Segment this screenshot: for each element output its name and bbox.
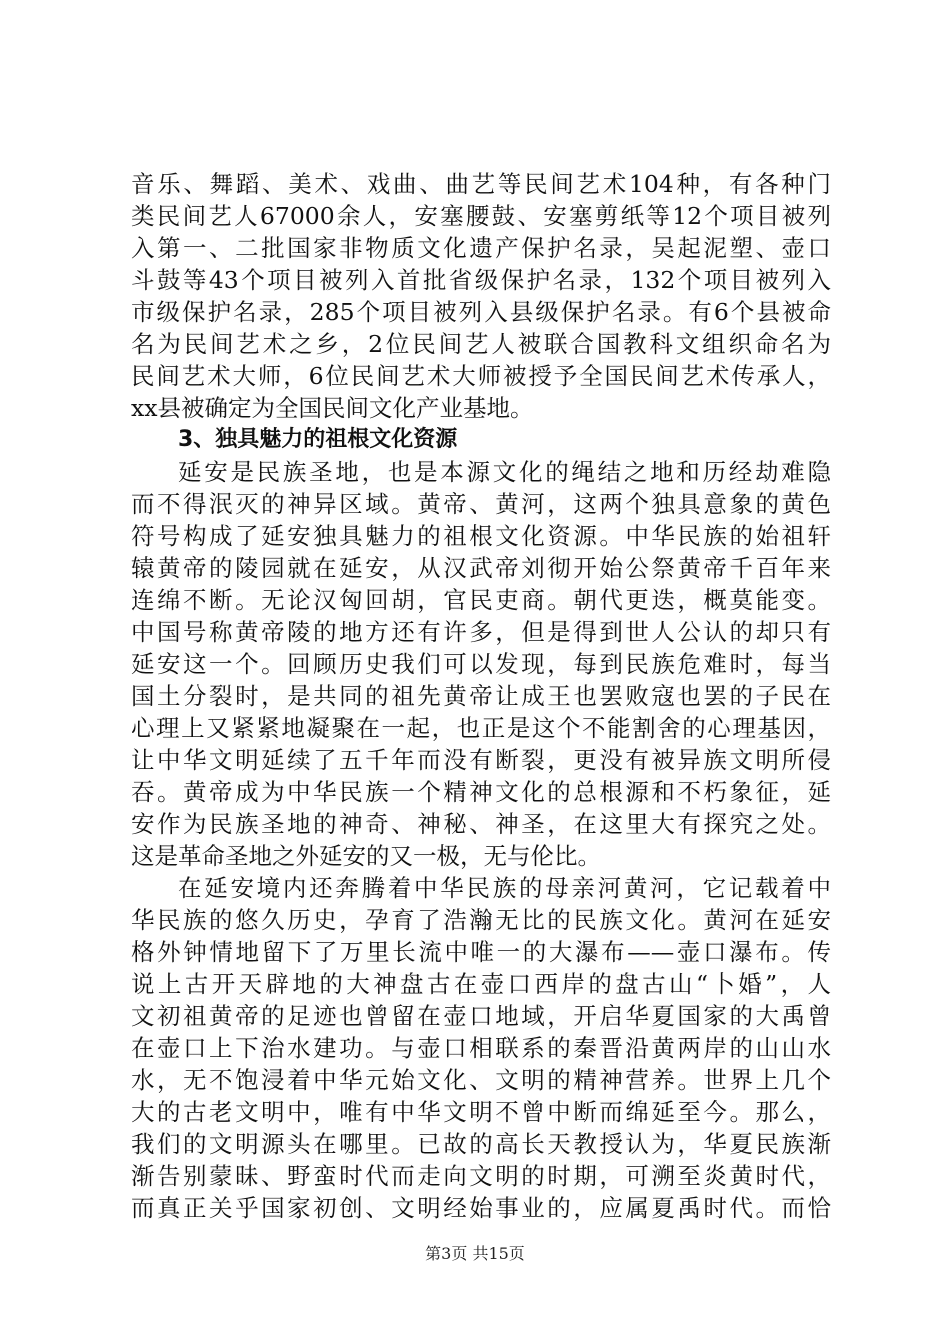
text-line: 延安是民族圣地，也是本源文化的绳结之地和历经劫难隐 [178,458,831,486]
text-line: 说上古开天辟地的大神盘古在壶口西岸的盘古山“卜婚”，人 [131,970,831,998]
text-line: 在壶口上下治水建功。与壶口相联系的秦晋沿黄两岸的山山水 [131,1034,831,1062]
text-line: 大的古老文明中，唯有中华文明不曾中断而绵延至今。那么， [131,1098,831,1126]
page-number-footer: 第3页 共15页 [425,1244,525,1263]
document-body [131,168,831,1224]
text-line: 吞。黄帝成为中华民族一个精神文化的总根源和不朽象征，延 [131,778,831,806]
text-line: 而真正关乎国家初创、文明经始事业的，应属夏禹时代。而恰 [131,1194,831,1222]
text-line: 音乐、舞蹈、美术、戏曲、曲艺等民间艺术104种，有各种门 [131,170,831,198]
text-line: 水，无不饱浸着中华元始文化、文明的精神营养。世界上几个 [131,1066,831,1094]
text-line: 国土分裂时，是共同的祖先黄帝让成王也罢败寇也罢的子民在 [131,682,831,710]
text-line: 斗鼓等43个项目被列入首批省级保护名录，132个项目被列入 [131,266,831,294]
text-line: 在延安境内还奔腾着中华民族的母亲河黄河，它记载着中 [178,874,831,902]
text-line: 民间艺术大师，6位民间艺术大师被授予全国民间艺术传承人， [131,362,831,390]
text-line: 辕黄帝的陵园就在延安，从汉武帝刘彻开始公祭黄帝千百年来 [131,554,831,582]
text-line: 名为民间艺术之乡，2位民间艺人被联合国教科文组织命名为 [131,330,831,358]
text-line: 安作为民族圣地的神奇、神秘、神圣，在这里大有探究之处。 [131,810,831,838]
text-line: 市级保护名录，285个项目被列入县级保护名录。有6个县被命 [131,298,831,326]
text-line: 而不得泯灭的神异区域。黄帝、黄河，这两个独具意象的黄色 [131,490,831,518]
text-line: 延安这一个。回顾历史我们可以发现，每到民族危难时，每当 [131,650,831,678]
text-line: 让中华文明延续了五千年而没有断裂，更没有被异族文明所侵 [131,746,831,774]
text-line: 渐告别蒙昧、野蛮时代而走向文明的时期，可溯至炎黄时代， [131,1162,831,1190]
text-line: 中国号称黄帝陵的地方还有许多，但是得到世人公认的却只有 [131,618,831,646]
text-line: 连绵不断。无论汉匈回胡，官民吏商。朝代更迭，概莫能变。 [131,586,831,614]
text-line: 心理上又紧紧地凝聚在一起，也正是这个不能割舍的心理基因， [131,714,831,742]
text-line: 入第一、二批国家非物质文化遗产保护名录，吴起泥塑、壶口 [131,234,831,262]
text-line: 我们的文明源头在哪里。已故的高长天教授认为，华夏民族渐 [131,1130,831,1158]
text-line: 这是革命圣地之外延安的又一极，无与伦比。 [131,842,601,870]
text-line: 文初祖黄帝的足迹也曾留在壶口地域，开启华夏国家的大禹曾 [131,1002,831,1030]
text-line: xx县被确定为全国民间文化产业基地。 [131,394,534,422]
text-line: 华民族的悠久历史，孕育了浩瀚无比的民族文化。黄河在延安 [131,906,831,934]
text-line: 格外钟情地留下了万里长流中唯一的大瀑布——壶口瀑布。传 [131,938,831,966]
text-line: 类民间艺人67000余人，安塞腰鼓、安塞剪纸等12个项目被列 [131,202,831,230]
text-line: 符号构成了延安独具魅力的祖根文化资源。中华民族的始祖轩 [131,522,831,550]
section-heading: 3、独具魅力的祖根文化资源 [178,427,458,452]
